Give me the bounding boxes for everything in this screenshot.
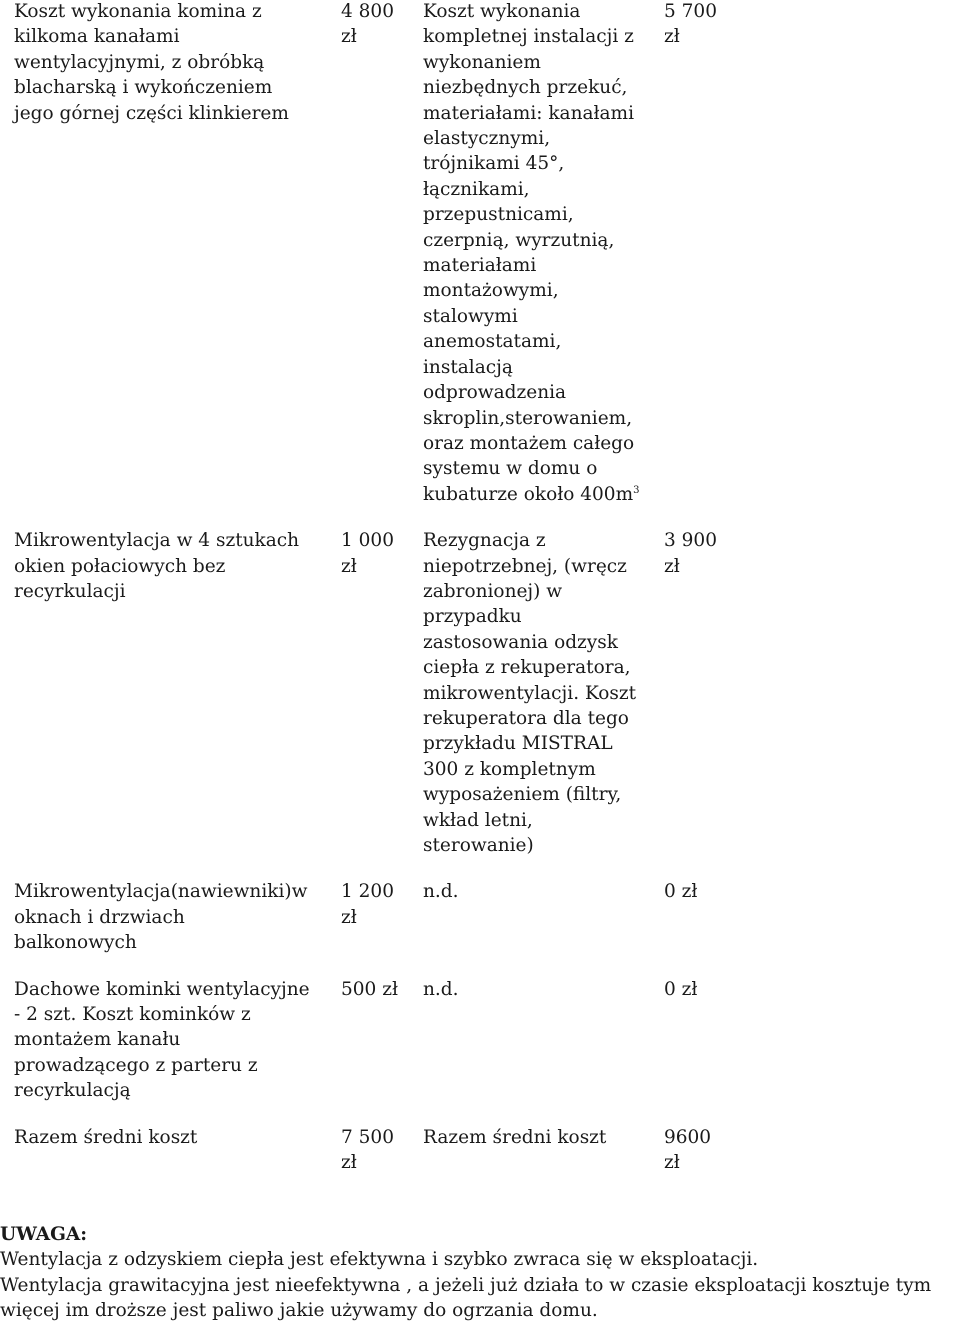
table-row xyxy=(14,879,784,976)
notes-line: Wentylacja z odzyskiem ciepła jest efektywna i szybko zwraca się w eksploatacji. xyxy=(0,1249,759,1271)
item-description: Dachowe kominki wentylacyjne - 2 szt. Koszt kominków z montażem kanału prowadzącego z parteru z recyrkulacją xyxy=(14,978,310,1102)
table-total-row xyxy=(14,1125,784,1176)
alternative-cost: 0 zł xyxy=(664,881,698,903)
table-row xyxy=(14,528,784,879)
item-cost: 1 000 zł xyxy=(341,530,394,577)
alternative-cost: 5 700 zł xyxy=(664,1,717,48)
alternative-cost: 0 zł xyxy=(664,978,698,1000)
superscript-exponent: 3 xyxy=(633,484,640,496)
table-row xyxy=(14,0,784,528)
item-cost: 500 zł xyxy=(341,978,398,1000)
alternative-description: Rezygnacja z niepotrzebnej, (wręcz zabronionej) w przypadku zastosowania odzysk ciepła z rekuperatora, mikrowentylacji. Koszt rekuperatora dla tego przykładu MISTRAL 300 z kompletnym wyposażeniem (filtry, wkład letni, sterowanie) xyxy=(423,530,637,856)
item-description: Mikrowentylacja(nawiewniki)w oknach i drzwiach balkonowych xyxy=(14,881,308,954)
item-description: Mikrowentylacja w 4 sztukach okien połaciowych bez recyrkulacji xyxy=(14,530,300,602)
total-cost: 7 500 zł xyxy=(341,1126,394,1174)
alternative-description: n.d. xyxy=(423,881,459,903)
notes-line: Wentylacja grawitacyjna jest nieefektywna , a jeżeli już działa to w czasie eksploatacji kosztuje tym więcej im droższe jest paliwo jakie używamy do ogrzania domu. xyxy=(0,1274,932,1322)
item-cost: 4 800 zł xyxy=(341,1,394,48)
cost-comparison-table xyxy=(14,0,784,1175)
alternative-description xyxy=(423,0,664,528)
alternative-total-cost: 9600 zł xyxy=(664,1126,712,1174)
notes-section xyxy=(0,1222,960,1324)
item-cost: 1 200 zł xyxy=(341,881,394,928)
table-row xyxy=(14,977,784,1125)
notes-heading: UWAGA: xyxy=(0,1224,88,1245)
alternative-description-text: Koszt wykonania kompletnej instalacji z wykonaniem niezbędnych przekuć, materiałami: kanałami elastycznymi, trójnikami 45°, łącznikami, przepustnicami, czerpnią, wyrzutnią, materiałami montażowymi, stalowymi anemostatami, instalacją odprowadzenia skroplin,sterowaniem, oraz montażem całego systemu w domu o kubaturze około 400m xyxy=(423,1,635,505)
alternative-description: n.d. xyxy=(423,978,459,1000)
alternative-total-label: Razem średni koszt xyxy=(423,1126,607,1148)
total-label: Razem średni koszt xyxy=(14,1126,198,1148)
item-description: Koszt wykonania komina z kilkoma kanałami wentylacyjnymi, z obróbką blacharską i wykończeniem jego górnej części klinkierem xyxy=(14,1,289,124)
alternative-cost: 3 900 zł xyxy=(664,530,717,577)
